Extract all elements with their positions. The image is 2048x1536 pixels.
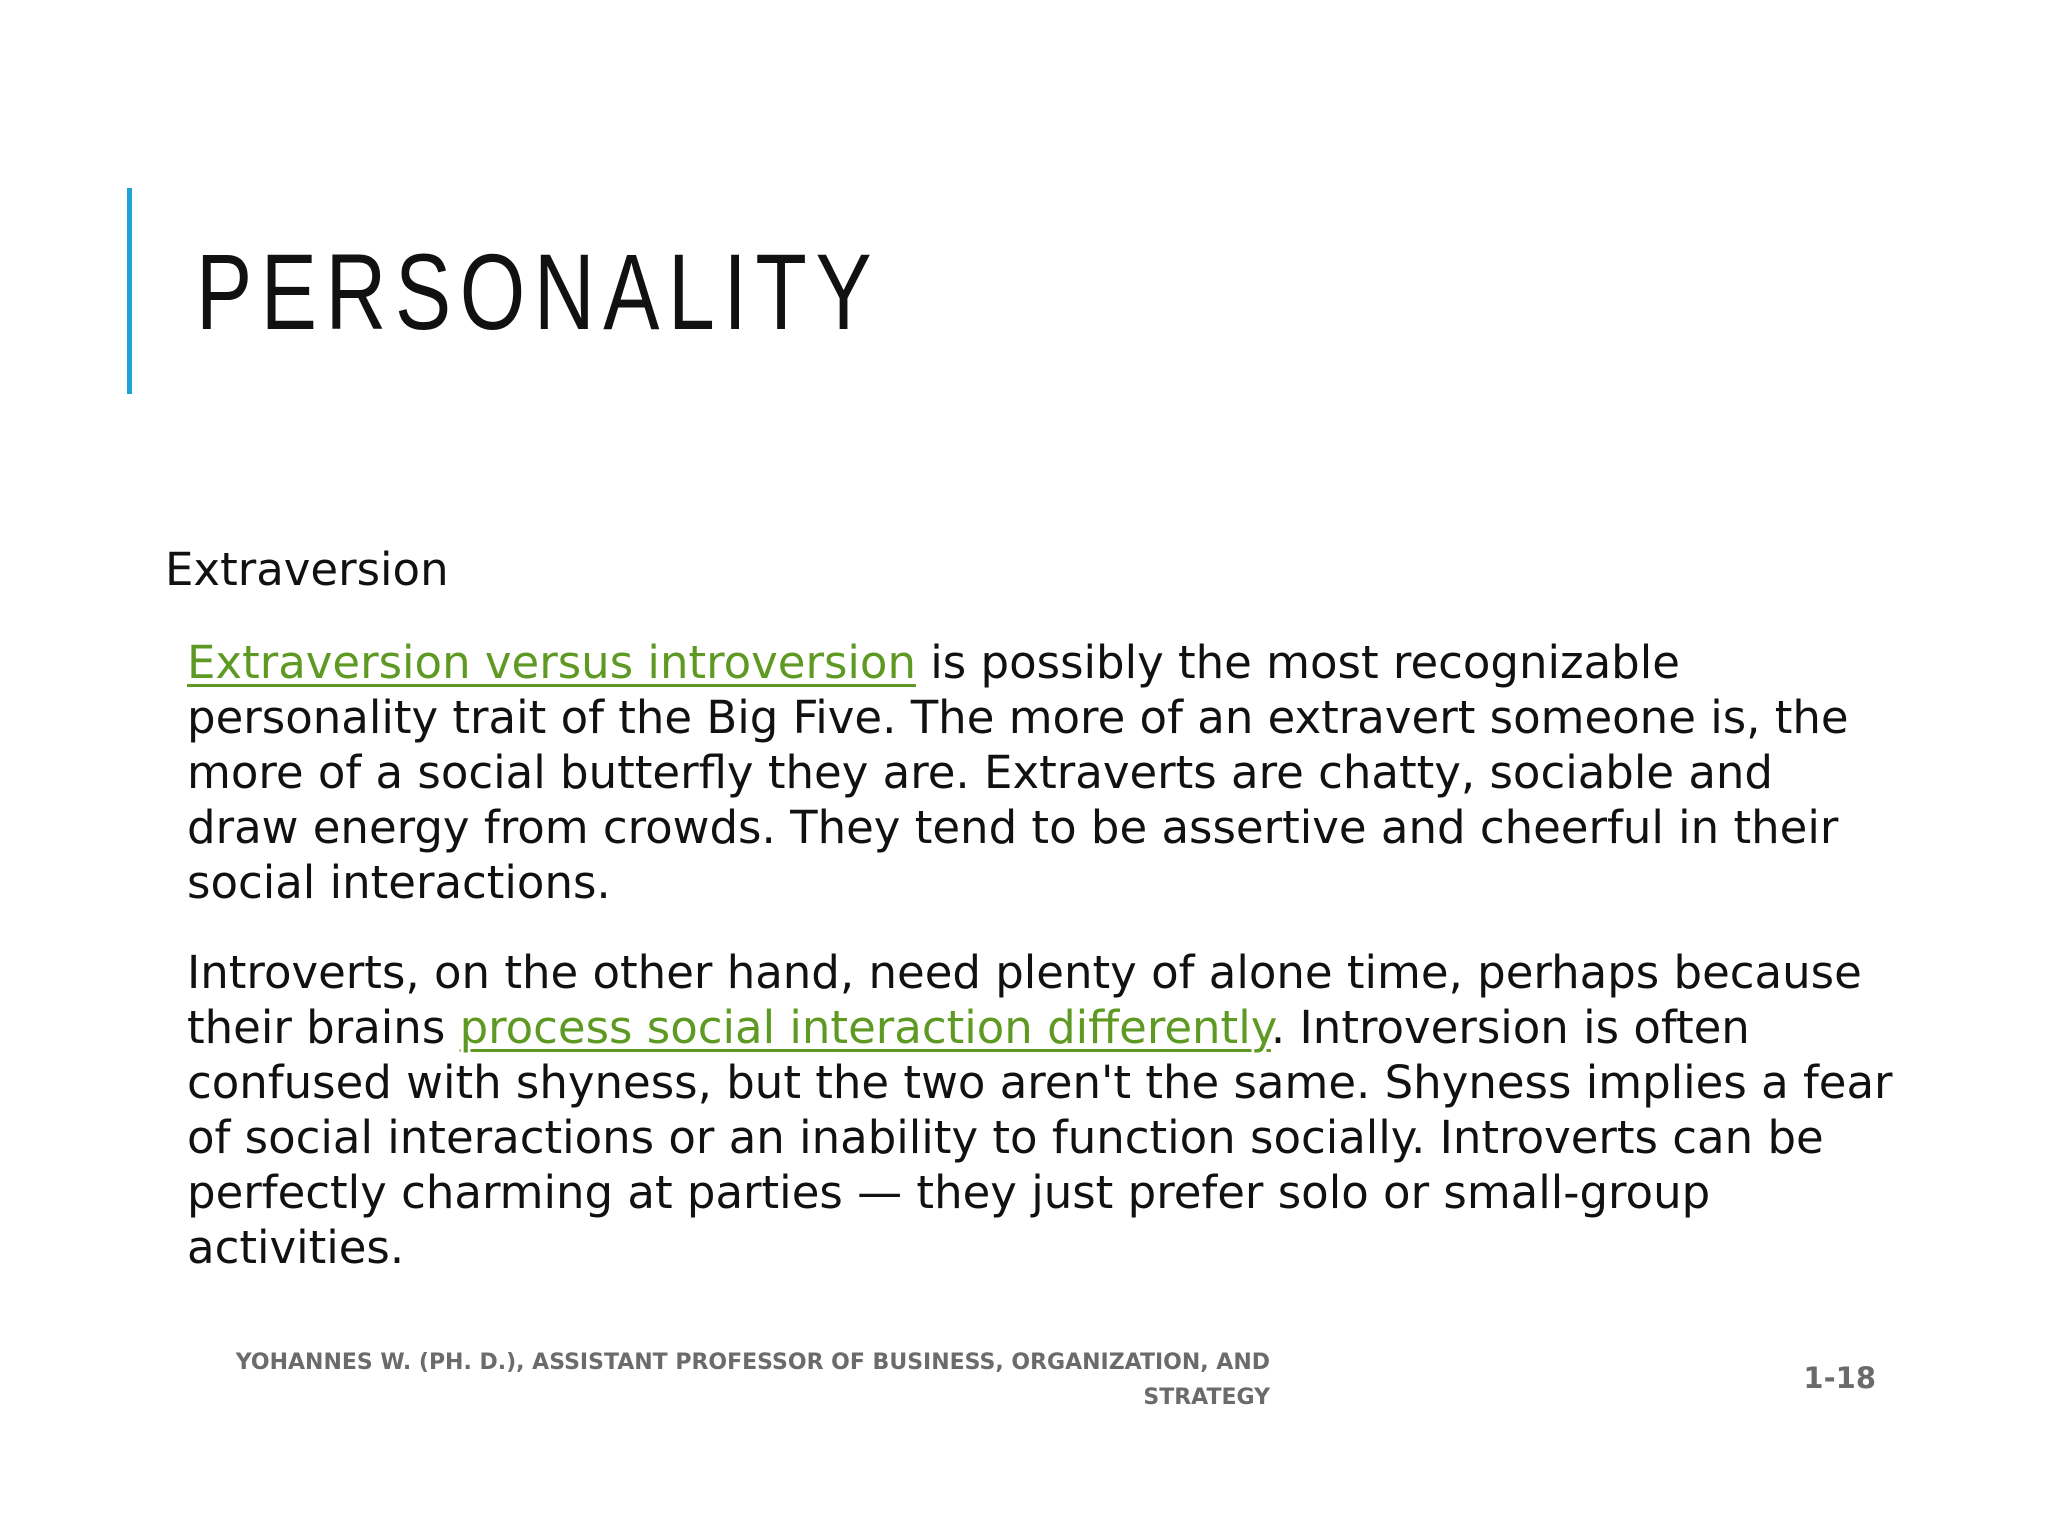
paragraph-line — [187, 1000, 1907, 1055]
paragraph-line: draw energy from crowds. They tend to be assertive and cheerful in their — [187, 801, 1839, 854]
paragraph-text: is possibly the most recognizable — [915, 636, 1680, 689]
paragraph-introverts — [187, 945, 1907, 1275]
extraversion-introversion-link[interactable]: Extraversion versus introversion — [187, 636, 916, 689]
paragraph-line: activities. — [187, 1221, 405, 1274]
title-accent-bar — [127, 188, 132, 394]
paragraph-line: of social interactions or an inability to function socially. Introverts can be — [187, 1111, 1824, 1164]
paragraph-extraversion — [187, 635, 1907, 910]
footer-line: YOHANNES W. (PH. D.), ASSISTANT PROFESSOR OF BUSINESS, ORGANIZATION, AND — [235, 1350, 1270, 1375]
paragraph-line: social interactions. — [187, 856, 611, 909]
slide-title: PERSONALITY — [196, 231, 881, 352]
paragraph-line: Introverts, on the other hand, need plenty of alone time, perhaps because — [187, 946, 1862, 999]
paragraph-text: . Introversion is often — [1270, 1001, 1750, 1054]
paragraph-line: personality trait of the Big Five. The more of an extravert someone is, the — [187, 691, 1849, 744]
footer-line: STRATEGY — [1143, 1385, 1270, 1410]
paragraph-line: perfectly charming at parties — they just prefer solo or small-group — [187, 1166, 1711, 1219]
footer-author — [230, 1345, 1270, 1415]
paragraph-line — [187, 635, 1907, 690]
process-social-interaction-link[interactable]: process social interaction differently — [459, 1001, 1271, 1054]
section-heading: Extraversion — [165, 543, 449, 596]
paragraph-line: confused with shyness, but the two aren't the same. Shyness implies a fear — [187, 1056, 1893, 1109]
slide-number: 1-18 — [1803, 1361, 1876, 1395]
paragraph-line: more of a social butterfly they are. Extraverts are chatty, sociable and — [187, 746, 1773, 799]
paragraph-text: their brains — [187, 1001, 460, 1054]
